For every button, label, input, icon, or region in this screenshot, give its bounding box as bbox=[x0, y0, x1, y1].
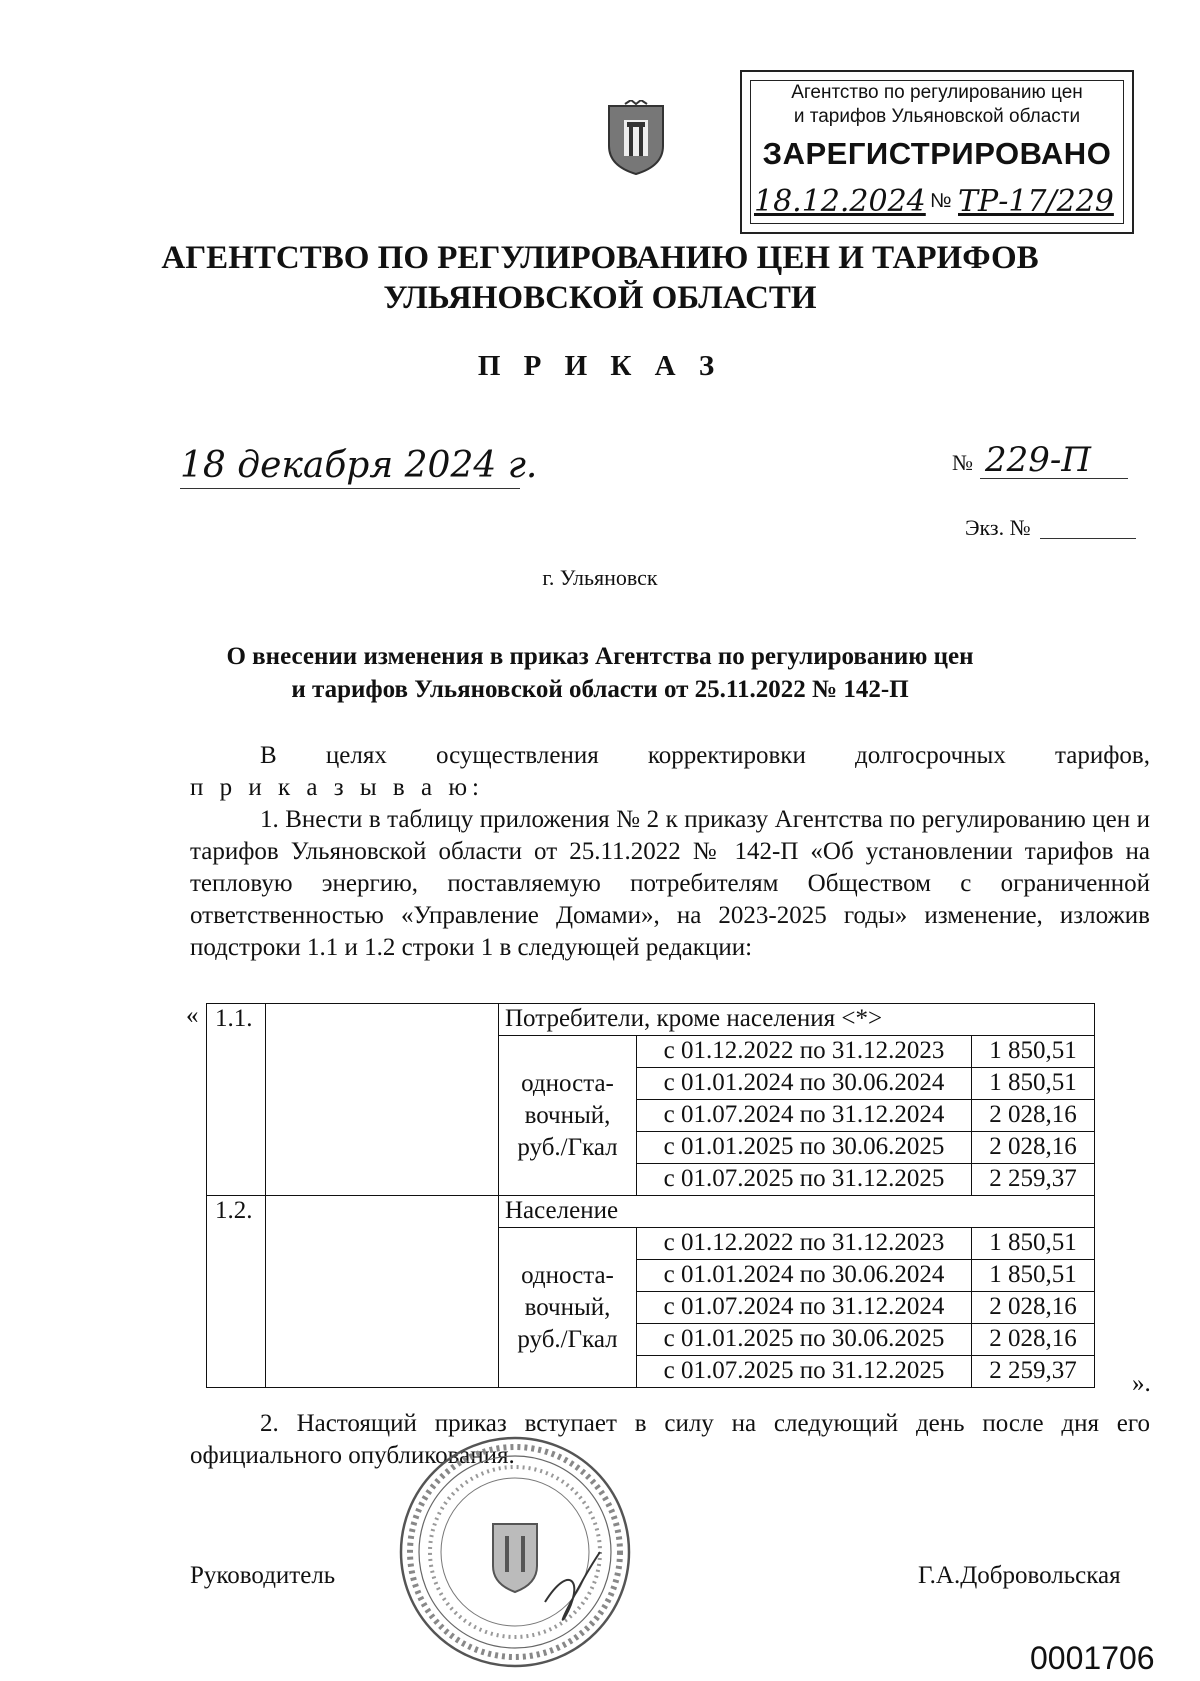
tariff-value-cell: 2 028,16 bbox=[972, 1292, 1095, 1324]
table-open-quote: « bbox=[186, 1002, 199, 1029]
date-underline bbox=[180, 488, 520, 489]
official-seal bbox=[395, 1432, 635, 1672]
handwritten-date: 18 декабря 2024 г. bbox=[180, 445, 538, 486]
tariff-value-cell: 2 259,37 bbox=[972, 1356, 1095, 1388]
category-cell: Население bbox=[499, 1196, 1095, 1228]
document-type: П Р И К А З bbox=[477, 350, 723, 382]
period-cell: с 01.12.2022 по 31.12.2023 bbox=[637, 1228, 972, 1260]
tariff-value-cell: 2 028,16 bbox=[972, 1100, 1095, 1132]
empty-cell bbox=[266, 1196, 499, 1388]
unit-cell: односта- вочный, руб./Гкал bbox=[499, 1036, 637, 1196]
table-row bbox=[207, 1196, 1095, 1228]
intro-paragraph: В целях осуществления корректировки долгосрочных тарифов, bbox=[260, 742, 1150, 769]
coat-of-arms-emblem bbox=[605, 100, 667, 176]
copy-number-label: Экз. № bbox=[965, 515, 1031, 540]
city: г. Ульяновск bbox=[542, 565, 658, 590]
serial-number: 0001706 bbox=[1030, 1640, 1155, 1676]
period-cell: с 01.07.2025 по 31.12.2025 bbox=[637, 1164, 972, 1196]
row-number: 1.1. bbox=[207, 1004, 266, 1196]
period-cell: с 01.01.2024 по 30.06.2024 bbox=[637, 1068, 972, 1100]
signatory-name: Г.А.Добровольская bbox=[918, 1562, 1121, 1589]
subject-line1: О внесении изменения в приказ Агентства по регулированию цен bbox=[226, 643, 974, 670]
table-row bbox=[207, 1004, 1095, 1036]
tariff-value-cell: 2 259,37 bbox=[972, 1164, 1095, 1196]
number-underline bbox=[980, 478, 1128, 479]
period-cell: с 01.01.2025 по 30.06.2025 bbox=[637, 1132, 972, 1164]
period-cell: с 01.01.2024 по 30.06.2024 bbox=[637, 1260, 972, 1292]
order-word: п р и к а з ы в а ю: bbox=[190, 774, 484, 801]
period-cell: с 01.01.2025 по 30.06.2025 bbox=[637, 1324, 972, 1356]
unit-cell: односта- вочный, руб./Гкал bbox=[499, 1228, 637, 1388]
table-close-quote: ». bbox=[1132, 1370, 1151, 1397]
tariff-value-cell: 1 850,51 bbox=[972, 1260, 1095, 1292]
period-cell: с 01.12.2022 по 31.12.2023 bbox=[637, 1036, 972, 1068]
empty-cell bbox=[266, 1004, 499, 1196]
item-2-paragraph: 2. Настоящий приказ вступает в силу на следующий день после дня его официального опубликования. bbox=[190, 1410, 1150, 1469]
stamp-number-sign: № bbox=[930, 190, 952, 212]
order-number-label: № bbox=[952, 450, 973, 475]
agency-title-line1: АГЕНТСТВО ПО РЕГУЛИРОВАНИЮ ЦЕН И ТАРИФОВ bbox=[161, 240, 1039, 276]
tariff-table bbox=[206, 1003, 1095, 1388]
category-cell: Потребители, кроме населения <*> bbox=[499, 1004, 1095, 1036]
subject-line2: и тарифов Ульяновской области от 25.11.2022 № 142-П bbox=[291, 676, 909, 703]
stamp-registered: ЗАРЕГИСТРИРОВАНО bbox=[762, 136, 1112, 171]
tariff-value-cell: 1 850,51 bbox=[972, 1036, 1095, 1068]
period-cell: с 01.07.2024 по 31.12.2024 bbox=[637, 1100, 972, 1132]
stamp-number: ТР-17/229 bbox=[958, 184, 1114, 219]
period-cell: с 01.07.2024 по 31.12.2024 bbox=[637, 1292, 972, 1324]
period-cell: с 01.07.2025 по 31.12.2025 bbox=[637, 1356, 972, 1388]
tariff-value-cell: 1 850,51 bbox=[972, 1068, 1095, 1100]
stamp-agency-line1: Агентство по регулированию цен bbox=[791, 82, 1083, 103]
agency-title-line2: УЛЬЯНОВСКОЙ ОБЛАСТИ bbox=[383, 280, 817, 316]
registration-stamp bbox=[740, 70, 1134, 234]
tariff-value-cell: 2 028,16 bbox=[972, 1132, 1095, 1164]
handwritten-order-number: 229-П bbox=[985, 440, 1092, 480]
copy-number-line bbox=[1040, 538, 1136, 539]
stamp-date: 18.12.2024 bbox=[754, 184, 926, 219]
item-1-paragraph: 1. Внести в таблицу приложения № 2 к приказу Агентства по регулированию цен и тарифов Ульяновской области от 25.11.2022 № 142-П «Об установлении тарифов на тепловую энергию, поставляемую потребителям Обществом с ограниченной ответственностью «Управление Домами», на 2023-2025 годы» изменение, изложив подстроки 1.1 и 1.2 строки 1 в следующей редакции: bbox=[190, 806, 1150, 961]
tariff-value-cell: 2 028,16 bbox=[972, 1324, 1095, 1356]
row-number: 1.2. bbox=[207, 1196, 266, 1388]
stamp-agency-line2: и тарифов Ульяновской области bbox=[793, 106, 1081, 127]
signatory-position: Руководитель bbox=[190, 1562, 336, 1589]
tariff-value-cell: 1 850,51 bbox=[972, 1228, 1095, 1260]
